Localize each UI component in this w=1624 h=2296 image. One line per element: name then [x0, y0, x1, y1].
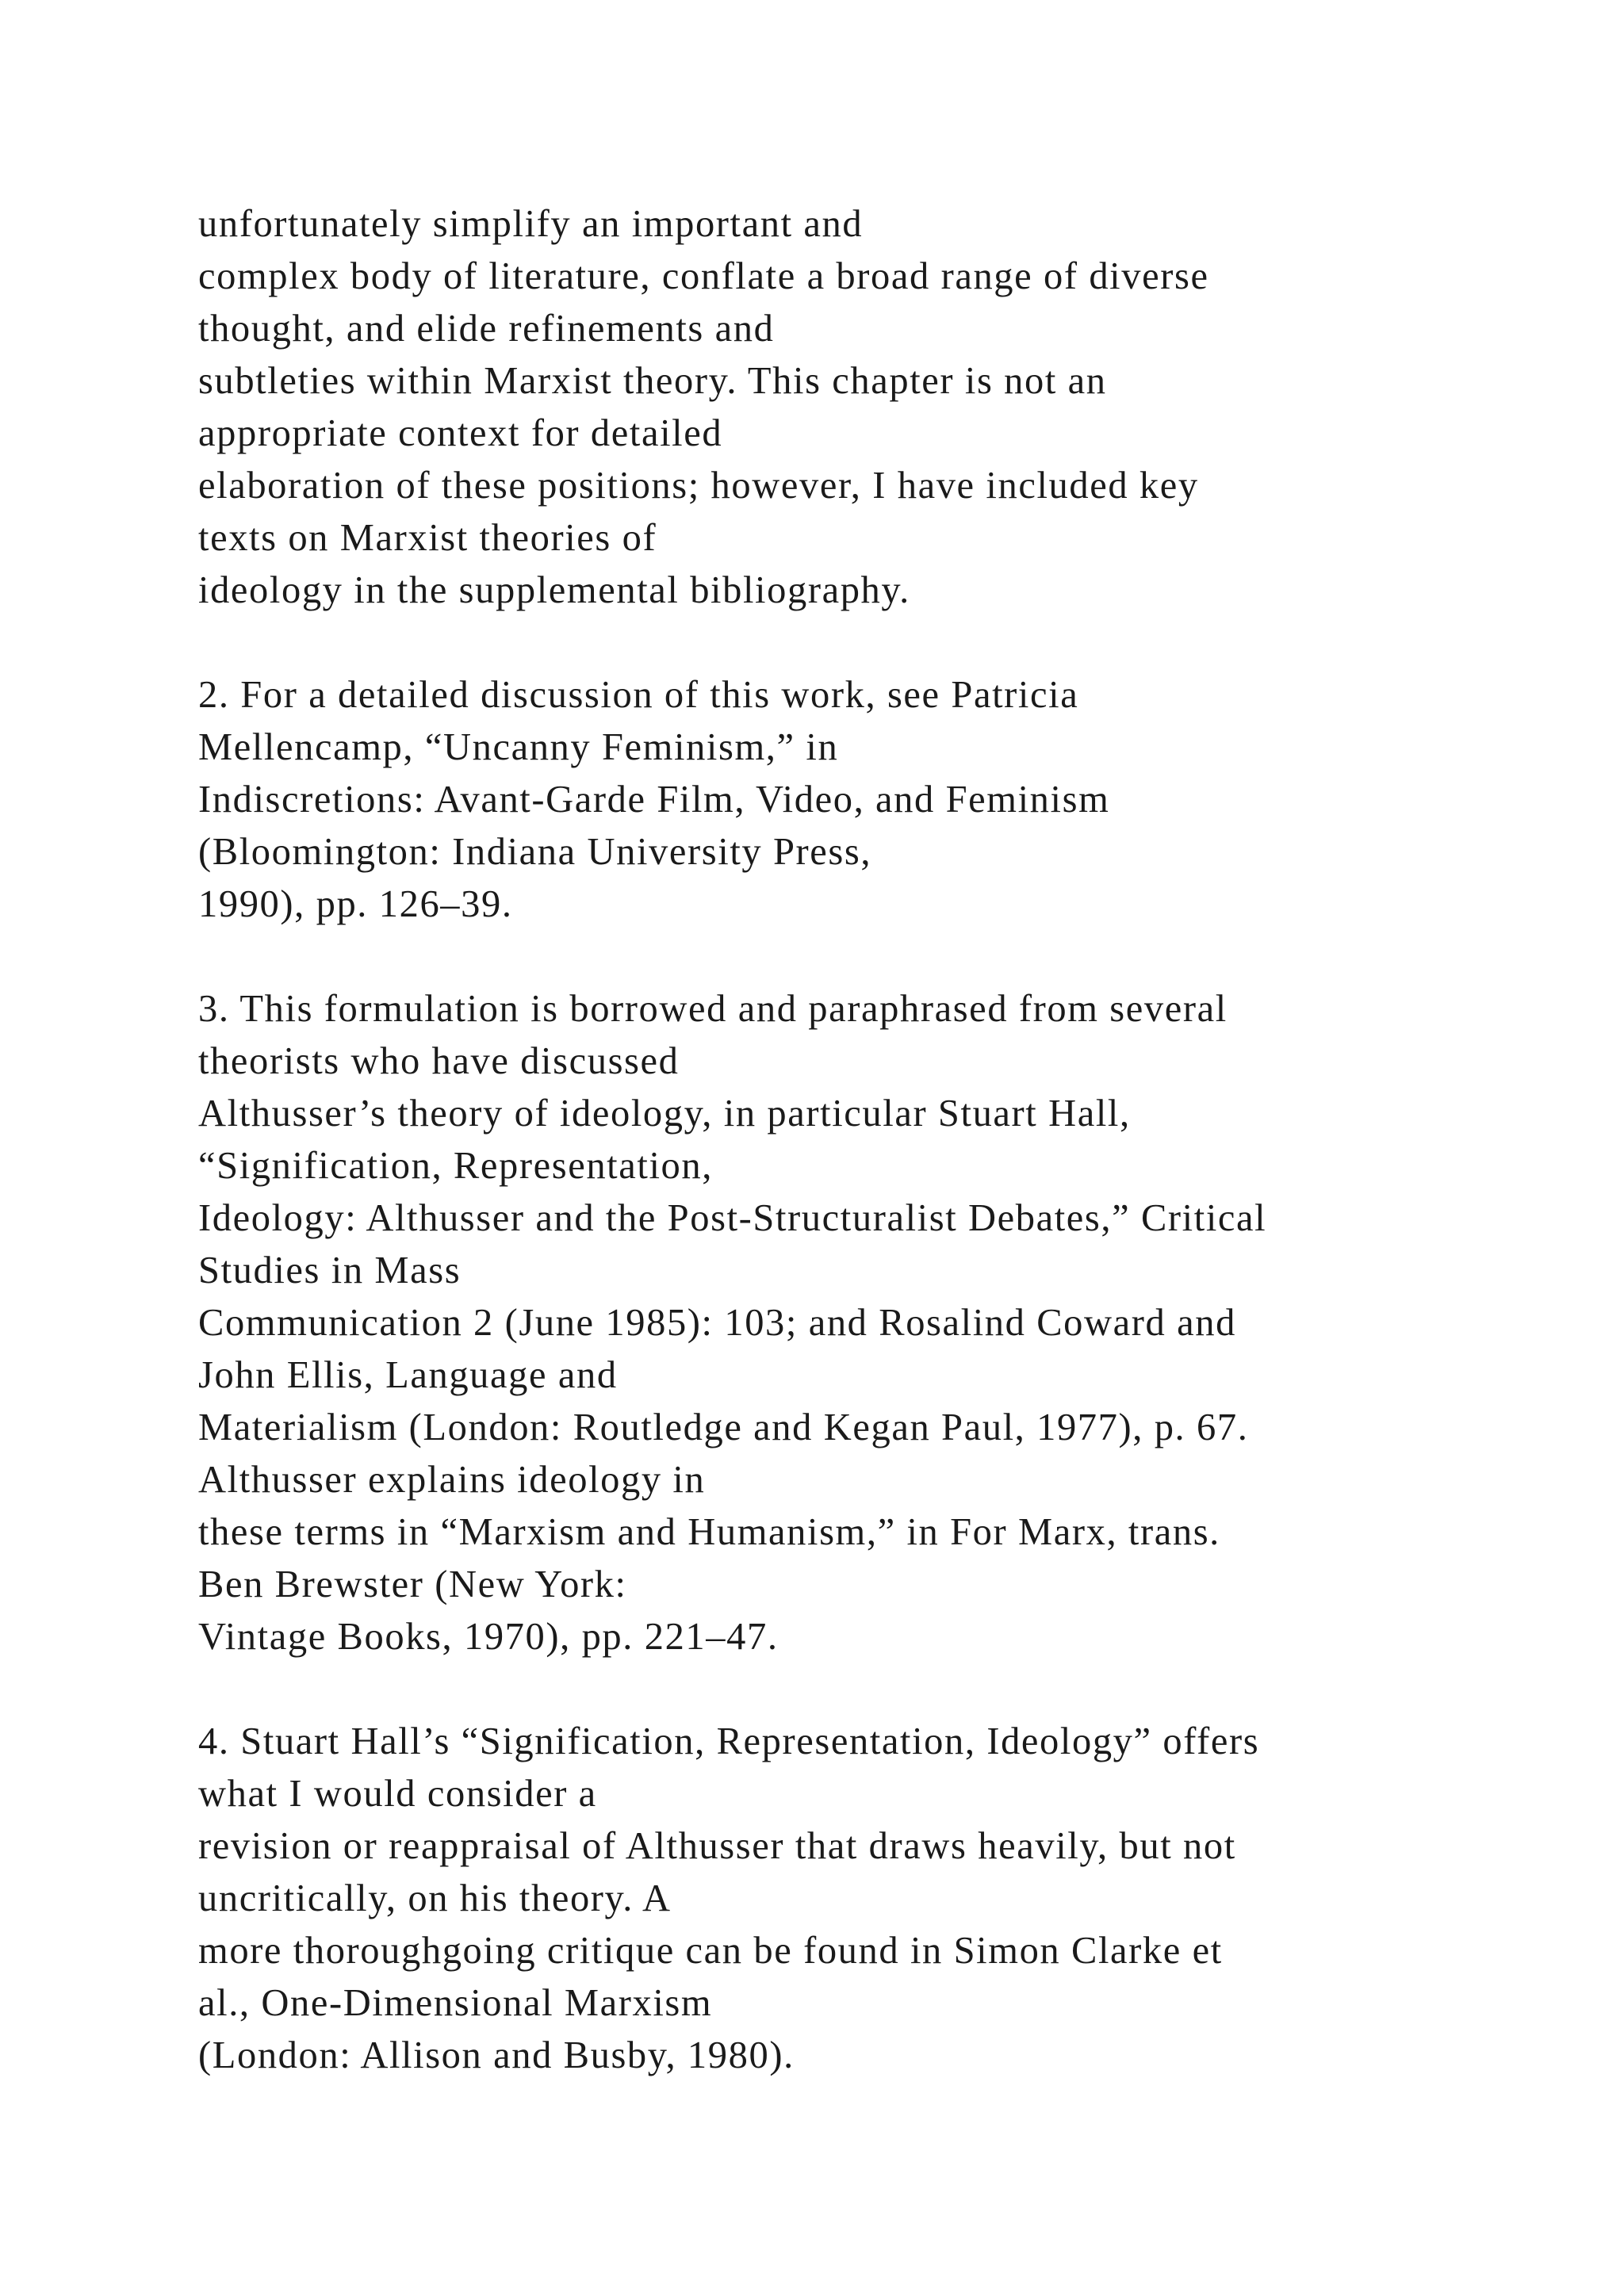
text-line: Ideology: Althusser and the Post-Structuralist Debates,” Critical — [198, 1197, 1267, 1239]
text-line: more thoroughgoing critique can be found in Simon Clarke et — [198, 1930, 1223, 1972]
text-line: complex body of literature, conflate a broad range of diverse — [198, 255, 1209, 297]
text-line: revision or reappraisal of Althusser that draws heavily, but not — [198, 1825, 1236, 1867]
text-line: Indiscretions: Avant-Garde Film, Video, and Feminism — [198, 779, 1110, 821]
note-3 — [198, 983, 1546, 1663]
text-line: ideology in the supplemental bibliography. — [198, 569, 910, 611]
endnotes-text — [198, 198, 1546, 2082]
text-line: Vintage Books, 1970), pp. 221–47. — [198, 1616, 779, 1658]
text-line: thought, and elide refinements and — [198, 308, 775, 350]
text-line: uncritically, on his theory. A — [198, 1877, 672, 1919]
text-line: “Signification, Representation, — [198, 1145, 713, 1187]
text-line: Althusser’s theory of ideology, in particular Stuart Hall, — [198, 1093, 1131, 1135]
note-1-continuation — [198, 198, 1546, 617]
text-line: Althusser explains ideology in — [198, 1459, 706, 1501]
text-line: Materialism (London: Routledge and Kegan Paul, 1977), p. 67. — [198, 1406, 1249, 1448]
text-line: Communication 2 (June 1985): 103; and Rosalind Coward and — [198, 1302, 1236, 1344]
note-4 — [198, 1716, 1546, 2082]
text-line: what I would consider a — [198, 1773, 597, 1815]
note-2 — [198, 669, 1546, 931]
text-line: (London: Allison and Busby, 1980). — [198, 2034, 795, 2076]
text-line: 3. This formulation is borrowed and paraphrased from several — [198, 988, 1228, 1030]
text-line: unfortunately simplify an important and — [198, 203, 864, 245]
text-line: (Bloomington: Indiana University Press, — [198, 831, 872, 873]
text-line: John Ellis, Language and — [198, 1354, 618, 1396]
text-line: Ben Brewster (New York: — [198, 1563, 627, 1605]
text-line: subtleties within Marxist theory. This chapter is not an — [198, 360, 1107, 402]
text-line: Mellencamp, “Uncanny Feminism,” in — [198, 726, 839, 768]
text-line: theorists who have discussed — [198, 1040, 680, 1082]
text-line: Studies in Mass — [198, 1249, 462, 1292]
text-line: these terms in “Marxism and Humanism,” in For Marx, trans. — [198, 1511, 1220, 1553]
text-line: appropriate context for detailed — [198, 412, 723, 454]
text-line: elaboration of these positions; however, I have included key — [198, 465, 1199, 507]
text-line: 1990), pp. 126–39. — [198, 883, 513, 925]
text-line: 4. Stuart Hall’s “Signification, Representation, Ideology” offers — [198, 1720, 1260, 1762]
text-line: 2. For a detailed discussion of this work, see Patricia — [198, 674, 1079, 716]
text-line: texts on Marxist theories of — [198, 517, 657, 559]
text-line: al., One-Dimensional Marxism — [198, 1982, 713, 2024]
